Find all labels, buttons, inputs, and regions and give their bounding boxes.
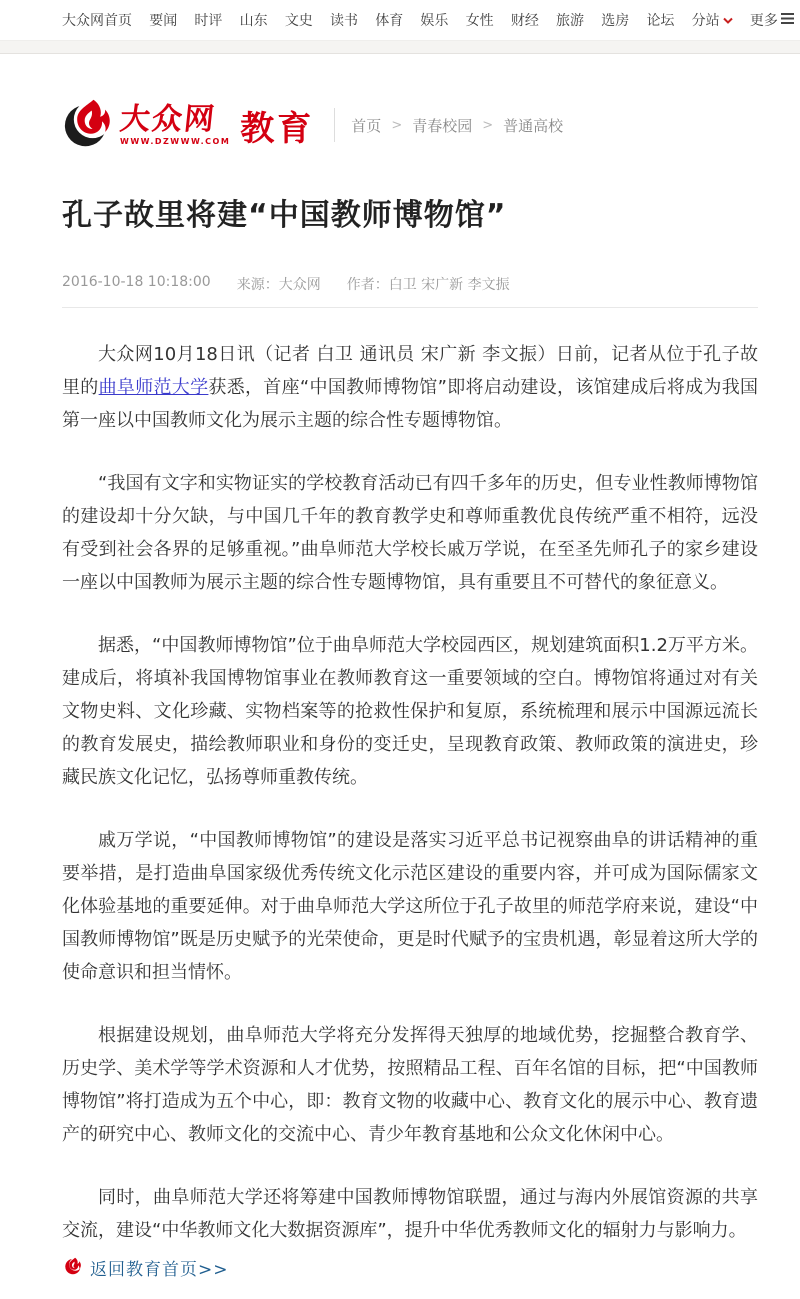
nav-item-label: 分站 xyxy=(691,13,720,29)
header-vertical-divider xyxy=(334,108,335,142)
nav-item-label: 论坛 xyxy=(646,13,675,29)
breadcrumb xyxy=(351,115,563,136)
chevron-down-icon xyxy=(723,12,733,28)
back-to-channel-row xyxy=(64,1255,758,1280)
article-body xyxy=(62,308,758,1247)
article-title: 孔子故里将建“中国教师博物馆” xyxy=(62,198,507,233)
dzwww-education-logo[interactable] xyxy=(62,98,314,152)
nav-item-entertainment[interactable] xyxy=(420,10,448,30)
nav-item-label: 文史 xyxy=(284,13,313,29)
breadcrumb-regular-colleges[interactable]: 普通高校 xyxy=(503,116,564,135)
nav-item-label: 旅游 xyxy=(556,13,585,29)
nav-item-label: 要闻 xyxy=(149,13,178,29)
nav-item-label: 娱乐 xyxy=(420,13,449,29)
nav-item-dzw-home[interactable] xyxy=(62,10,132,30)
nav-item-label: 女性 xyxy=(465,13,494,29)
nav-item-shandong[interactable] xyxy=(240,10,268,30)
breadcrumb-youth-campus[interactable]: 青春校园 xyxy=(412,116,473,135)
logo-channel-name: 教育 xyxy=(240,108,315,149)
nav-item-label: 大众网首页 xyxy=(62,13,132,29)
article-author: 作者：白卫 宋广新 李文振 xyxy=(346,277,510,293)
nav-item-travel[interactable] xyxy=(556,10,584,30)
nav-item-label: 选房 xyxy=(601,13,630,29)
article-date: 2016-10-18 10:18:00 xyxy=(62,274,211,290)
nav-item-substations[interactable] xyxy=(692,10,733,30)
breadcrumb-separator: > xyxy=(482,117,494,133)
nav-item-label: 读书 xyxy=(330,13,359,29)
nav-item-label: 体育 xyxy=(375,13,404,29)
flame-logo-icon xyxy=(62,98,116,152)
nav-item-housing[interactable] xyxy=(601,10,629,30)
logo-site-name: 大众网 xyxy=(118,101,218,137)
nav-item-sports[interactable] xyxy=(375,10,403,30)
article-paragraph: 根据建设规划，曲阜师范大学将充分发挥得天独厚的地域优势，挖掘整合教育学、历史学、美术学等学术资源和人才优势，按照精品工程、百年名馆的目标，把“中国教师博物馆”将打造成为五个中心，即：教育文物的收藏中心、教育文化的展示中心、教育遗产的研究中心、教师文化的交流中心、青少年教育基地和公众文化休闲中心。 xyxy=(62,1025,758,1145)
flame-bullet-icon xyxy=(64,1257,83,1279)
nav-item-label: 山东 xyxy=(239,13,268,29)
nav-item-headlines[interactable] xyxy=(149,10,177,30)
nav-item-label: 更多 xyxy=(749,13,778,29)
article-paragraph: 据悉，“中国教师博物馆”位于曲阜师范大学校园西区，规划建筑面积1.2万平方米。建成后，将填补我国博物馆事业在教师教育这一重要领域的空白。博物馆将通过对有关文物史料、文化珍藏、实物档案等的抢救性保护和复原，系统梳理和展示中国源远流长的教育发展史，描绘教师职业和身份的变迁史，呈现教育政策、教师政策的演进史，珍藏民族文化记忆，弘扬尊师重教传统。 xyxy=(62,635,758,788)
article-paragraph: “我国有文字和实物证实的学校教育活动已有四千多年的历史，但专业性教师博物馆的建设却十分欠缺，与中国几千年的教育教学史和尊师重教优良传统严重不相符，远没有受到社会各界的足够重视。”曲阜师范大学校长戚万学说，在至圣先师孔子的家乡建设一座以中国教师为展示主题的综合性专题博物馆，具有重要且不可替代的象征意义。 xyxy=(62,473,758,593)
breadcrumb-home[interactable]: 首页 xyxy=(351,116,382,135)
article-paragraph: 戚万学说，“中国教师博物馆”的建设是落实习近平总书记视察曲阜的讲话精神的重要举措，是打造曲阜国家级优秀传统文化示范区建设的重要内容，并可成为国际儒家文化体验基地的重要延伸。对于曲阜师范大学这所位于孔子故里的师范学府来说，建设“中国教师博物馆”既是历史赋予的光荣使命，更是时代赋予的宝贵机遇，彰显着这所大学的使命意识和担当情怀。 xyxy=(62,830,758,983)
article-paragraph-intro xyxy=(62,338,758,437)
logo-site-url: WWW.DZWWW.COM xyxy=(120,136,231,146)
intro-text-after: 获悉，首座“中国教师博物馆”即将启动建设，该馆建成后将成为我国第一座以中国教师文化为展示主题的综合性专题博物馆。 xyxy=(62,377,759,431)
nav-item-finance[interactable] xyxy=(511,10,539,30)
nav-item-commentary[interactable] xyxy=(194,10,222,30)
menu-icon[interactable] xyxy=(781,12,794,28)
back-to-education-home-link[interactable]: 返回教育首页>> xyxy=(90,1260,229,1280)
nav-item-reading[interactable] xyxy=(330,10,358,30)
article-source: 来源：大众网 xyxy=(236,277,321,293)
article-paragraph: 同时，曲阜师范大学还将筹建中国教师博物馆联盟，通过与海内外展馆资源的共享交流，建设“中华教师文化大数据资源库”，提升中华优秀教师文化的辐射力与影响力。 xyxy=(62,1187,758,1241)
logo-wordmark xyxy=(118,101,231,146)
nav-item-more[interactable] xyxy=(750,10,794,30)
top-navigation-bar xyxy=(0,0,800,40)
nav-item-culture-history[interactable] xyxy=(285,10,313,30)
header-separator-strip xyxy=(0,40,800,54)
nav-item-forum[interactable] xyxy=(646,10,674,30)
nav-item-label: 财经 xyxy=(510,13,539,29)
article-meta xyxy=(62,274,758,294)
nav-item-label: 时评 xyxy=(194,13,223,29)
nav-item-women[interactable] xyxy=(466,10,494,30)
breadcrumb-separator: > xyxy=(391,117,403,133)
qufu-normal-university-link[interactable]: 曲阜师范大学 xyxy=(98,377,209,398)
site-header xyxy=(62,96,758,154)
intro-text-before: 大众网10月18日讯（记者 白卫 通讯员 宋广新 李文振）日前，记者从位于孔子故里的 xyxy=(62,344,758,398)
